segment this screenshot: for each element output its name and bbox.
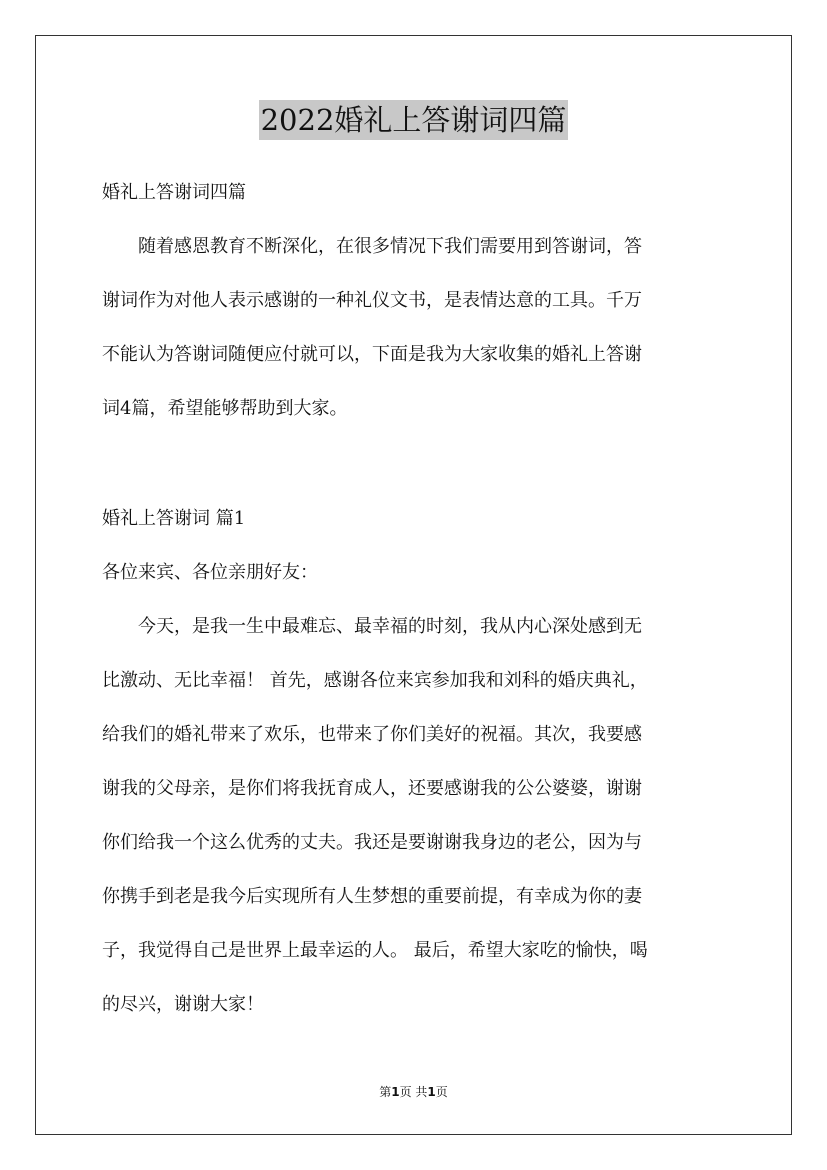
page-current-number: 1	[391, 1085, 400, 1099]
paragraph-line: 不能认为答谢词随便应付就可以，下面是我为大家收集的婚礼上答谢	[102, 344, 642, 365]
paragraph-line: 随着感恩教育不断深化，在很多情况下我们需要用到答谢词，答	[138, 236, 642, 257]
paragraph-line: 今天，是我一生中最难忘、最幸福的时刻，我从内心深处感到无	[138, 616, 642, 637]
paragraph-line: 谢词作为对他人表示感谢的一种礼仪文书，是表情达意的工具。千万	[102, 290, 642, 311]
page-total-number: 1	[427, 1085, 436, 1099]
page-prefix: 第	[379, 1085, 392, 1099]
paragraph-line: 比激动、无比幸福！ 首先，感谢各位来宾参加我和刘科的婚庆典礼，	[102, 670, 648, 691]
paragraph-line: 子，我觉得自己是世界上最幸运的人。 最后，希望大家吃的愉快，喝	[102, 940, 648, 961]
page-mid: 页 共	[399, 1085, 428, 1099]
paragraph-line: 你携手到老是我今后实现所有人生梦想的重要前提，有幸成为你的妻	[102, 886, 642, 907]
title-container	[0, 100, 827, 140]
intro-heading: 婚礼上答谢词四篇	[102, 182, 246, 203]
paragraph-line: 词4篇，希望能够帮助到大家。	[102, 398, 348, 419]
paragraph-line: 谢我的父母亲，是你们将我抚育成人，还要感谢我的公公婆婆，谢谢	[102, 778, 642, 799]
document-title: 2022婚礼上答谢词四篇	[259, 100, 569, 140]
paragraph-line: 你们给我一个这么优秀的丈夫。我还是要谢谢我身边的老公，因为与	[102, 832, 642, 853]
section-gap	[102, 436, 742, 492]
document-body	[102, 166, 742, 1032]
page-footer	[0, 1082, 827, 1102]
paragraph-line: 给我们的婚礼带来了欢乐，也带来了你们美好的祝福。其次，我要感	[102, 724, 642, 745]
paragraph-line: 的尽兴，谢谢大家！	[102, 994, 264, 1015]
page-suffix: 页	[435, 1085, 448, 1099]
salutation: 各位来宾、各位亲朋好友：	[102, 562, 318, 583]
section-heading: 婚礼上答谢词 篇1	[102, 508, 246, 529]
